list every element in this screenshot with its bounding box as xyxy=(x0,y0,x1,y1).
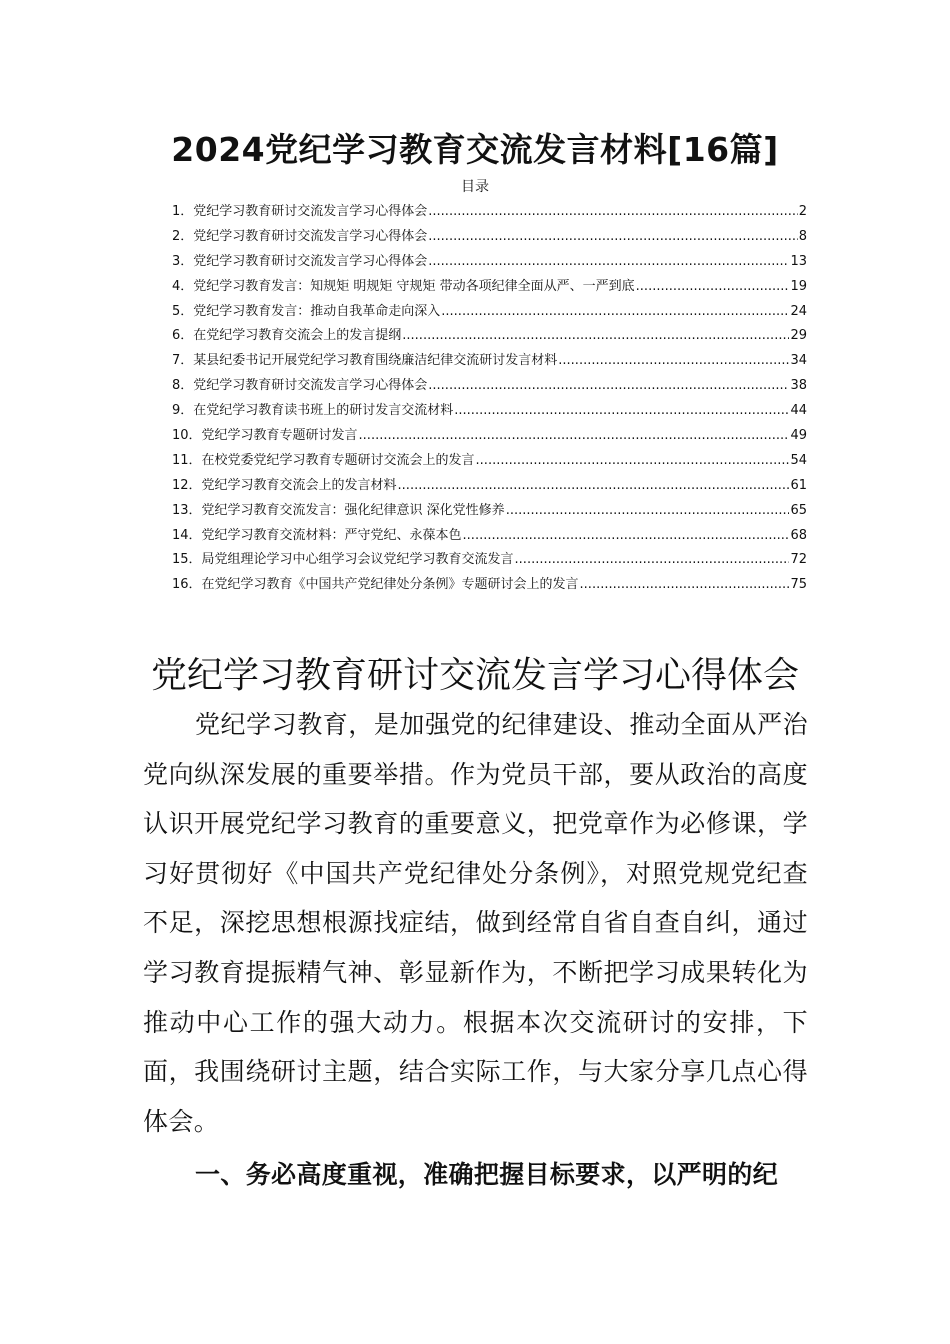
toc-entry[interactable] xyxy=(172,524,807,549)
toc-entry[interactable] xyxy=(172,374,807,399)
toc-leader-dots xyxy=(428,225,797,250)
toc-leader-dots xyxy=(580,573,790,598)
document-title: 2024党纪学习教育交流发言材料[16篇] xyxy=(171,130,779,169)
toc-entry-page: 8 xyxy=(798,228,807,244)
toc-entry-label: 6．在党纪学习教育交流会上的发言提纲 xyxy=(172,328,402,344)
toc-entry-page: 19 xyxy=(790,278,807,294)
toc-leader-dots xyxy=(428,374,789,399)
toc-leader-dots xyxy=(441,300,789,325)
toc-entry-label: 5．党纪学习教育发言：推动自我革命走向深入 xyxy=(172,303,441,319)
toc-entry-label: 14．党纪学习教育交流材料：严守党纪、永葆本色 xyxy=(172,527,462,543)
toc-entry[interactable] xyxy=(172,499,807,524)
toc-entry[interactable] xyxy=(172,349,807,374)
toc-entry-label: 15．局党组理论学习中心组学习会议党纪学习教育交流发言 xyxy=(172,552,514,568)
toc-entry-label: 11．在校党委党纪学习教育专题研讨交流会上的发言 xyxy=(172,452,475,468)
toc-entry-page: 65 xyxy=(790,502,807,518)
toc-entry-label: 13．党纪学习教育交流发言：强化纪律意识 深化党性修养 xyxy=(172,502,505,518)
toc-entry-page: 54 xyxy=(790,452,807,468)
toc-leader-dots xyxy=(463,524,790,549)
toc-leader-dots xyxy=(428,250,789,275)
toc-entry-label: 2．党纪学习教育研讨交流发言学习心得体会 xyxy=(172,228,428,244)
toc-entry-label: 4．党纪学习教育发言：知规矩 明规矩 守规矩 带动各项纪律全面从严、一严到底 xyxy=(172,278,635,294)
toc-entry-label: 12．党纪学习教育交流会上的发言材料 xyxy=(172,477,397,493)
toc-leader-dots xyxy=(558,349,789,374)
toc-entry-page: 49 xyxy=(790,428,807,444)
toc-entry-page: 13 xyxy=(790,253,807,269)
body-subheading: 一、务必高度重视，准确把握目标要求，以严明的纪 xyxy=(195,1160,779,1189)
toc-entry[interactable] xyxy=(172,399,807,424)
toc-entry-page: 75 xyxy=(790,577,807,593)
toc-entry[interactable] xyxy=(172,250,807,275)
toc-entry[interactable] xyxy=(172,300,807,325)
toc-entry[interactable] xyxy=(172,449,807,474)
toc-entry[interactable] xyxy=(172,424,807,449)
toc-entry-page: 38 xyxy=(790,378,807,394)
toc-entry-page: 34 xyxy=(790,353,807,369)
toc-entry[interactable] xyxy=(172,225,807,250)
toc-entry[interactable] xyxy=(172,573,807,598)
toc-leader-dots xyxy=(398,474,790,499)
toc-entry[interactable] xyxy=(172,548,807,573)
toc-entry-label: 9．在党纪学习教育读书班上的研讨发言交流材料 xyxy=(172,403,454,419)
toc-leader-dots xyxy=(454,399,789,424)
table-of-contents xyxy=(172,200,807,598)
toc-entry[interactable] xyxy=(172,474,807,499)
body-paragraph: 党纪学习教育，是加强党的纪律建设、推动全面从严治党向纵深发展的重要举措。作为党员干部，要从政治的高度认识开展党纪学习教育的重要意义，把党章作为必修课，学习好贯彻好《中国共产党纪律处分条例》，对照党规党纪查不足，深挖思想根源找症结，做到经常自省自查自纠，通过学习教育提振精气神、彰显新作为，不断把学习成果转化为推动中心工作的强大动力。根据本次交流研讨的安排，下面，我围绕研讨主题，结合实际工作，与大家分享几点心得体会。 xyxy=(143,710,808,1136)
toc-entry-label: 8．党纪学习教育研讨交流发言学习心得体会 xyxy=(172,378,428,394)
toc-entry[interactable] xyxy=(172,324,807,349)
toc-entry-label: 7．某县纪委书记开展党纪学习教育围绕廉洁纪律交流研讨发言材料 xyxy=(172,353,558,369)
toc-entry-page: 29 xyxy=(790,328,807,344)
section-title: 党纪学习教育研讨交流发言学习心得体会 xyxy=(150,655,799,696)
toc-leader-dots xyxy=(636,275,790,300)
toc-entry-page: 2 xyxy=(798,204,807,219)
toc-entry-label: 16．在党纪学习教育《中国共产党纪律处分条例》专题研讨会上的发言 xyxy=(172,577,579,593)
toc-leader-dots xyxy=(515,548,790,573)
toc-heading: 目录 xyxy=(461,179,489,195)
toc-leader-dots xyxy=(402,324,789,349)
toc-leader-dots xyxy=(359,424,790,449)
toc-leader-dots xyxy=(428,200,797,225)
toc-entry-page: 68 xyxy=(790,527,807,543)
toc-entry-label: 3．党纪学习教育研讨交流发言学习心得体会 xyxy=(172,253,428,269)
toc-entry[interactable] xyxy=(172,275,807,300)
toc-leader-dots xyxy=(476,449,790,474)
toc-entry[interactable] xyxy=(172,200,807,225)
toc-entry-label: 10．党纪学习教育专题研讨发言 xyxy=(172,428,358,444)
toc-entry-page: 44 xyxy=(790,403,807,419)
toc-entry-page: 61 xyxy=(790,477,807,493)
toc-entry-page: 24 xyxy=(790,303,807,319)
toc-entry-page: 72 xyxy=(790,552,807,568)
toc-leader-dots xyxy=(506,499,790,524)
toc-entry-label: 1．党纪学习教育研讨交流发言学习心得体会 xyxy=(172,204,428,219)
